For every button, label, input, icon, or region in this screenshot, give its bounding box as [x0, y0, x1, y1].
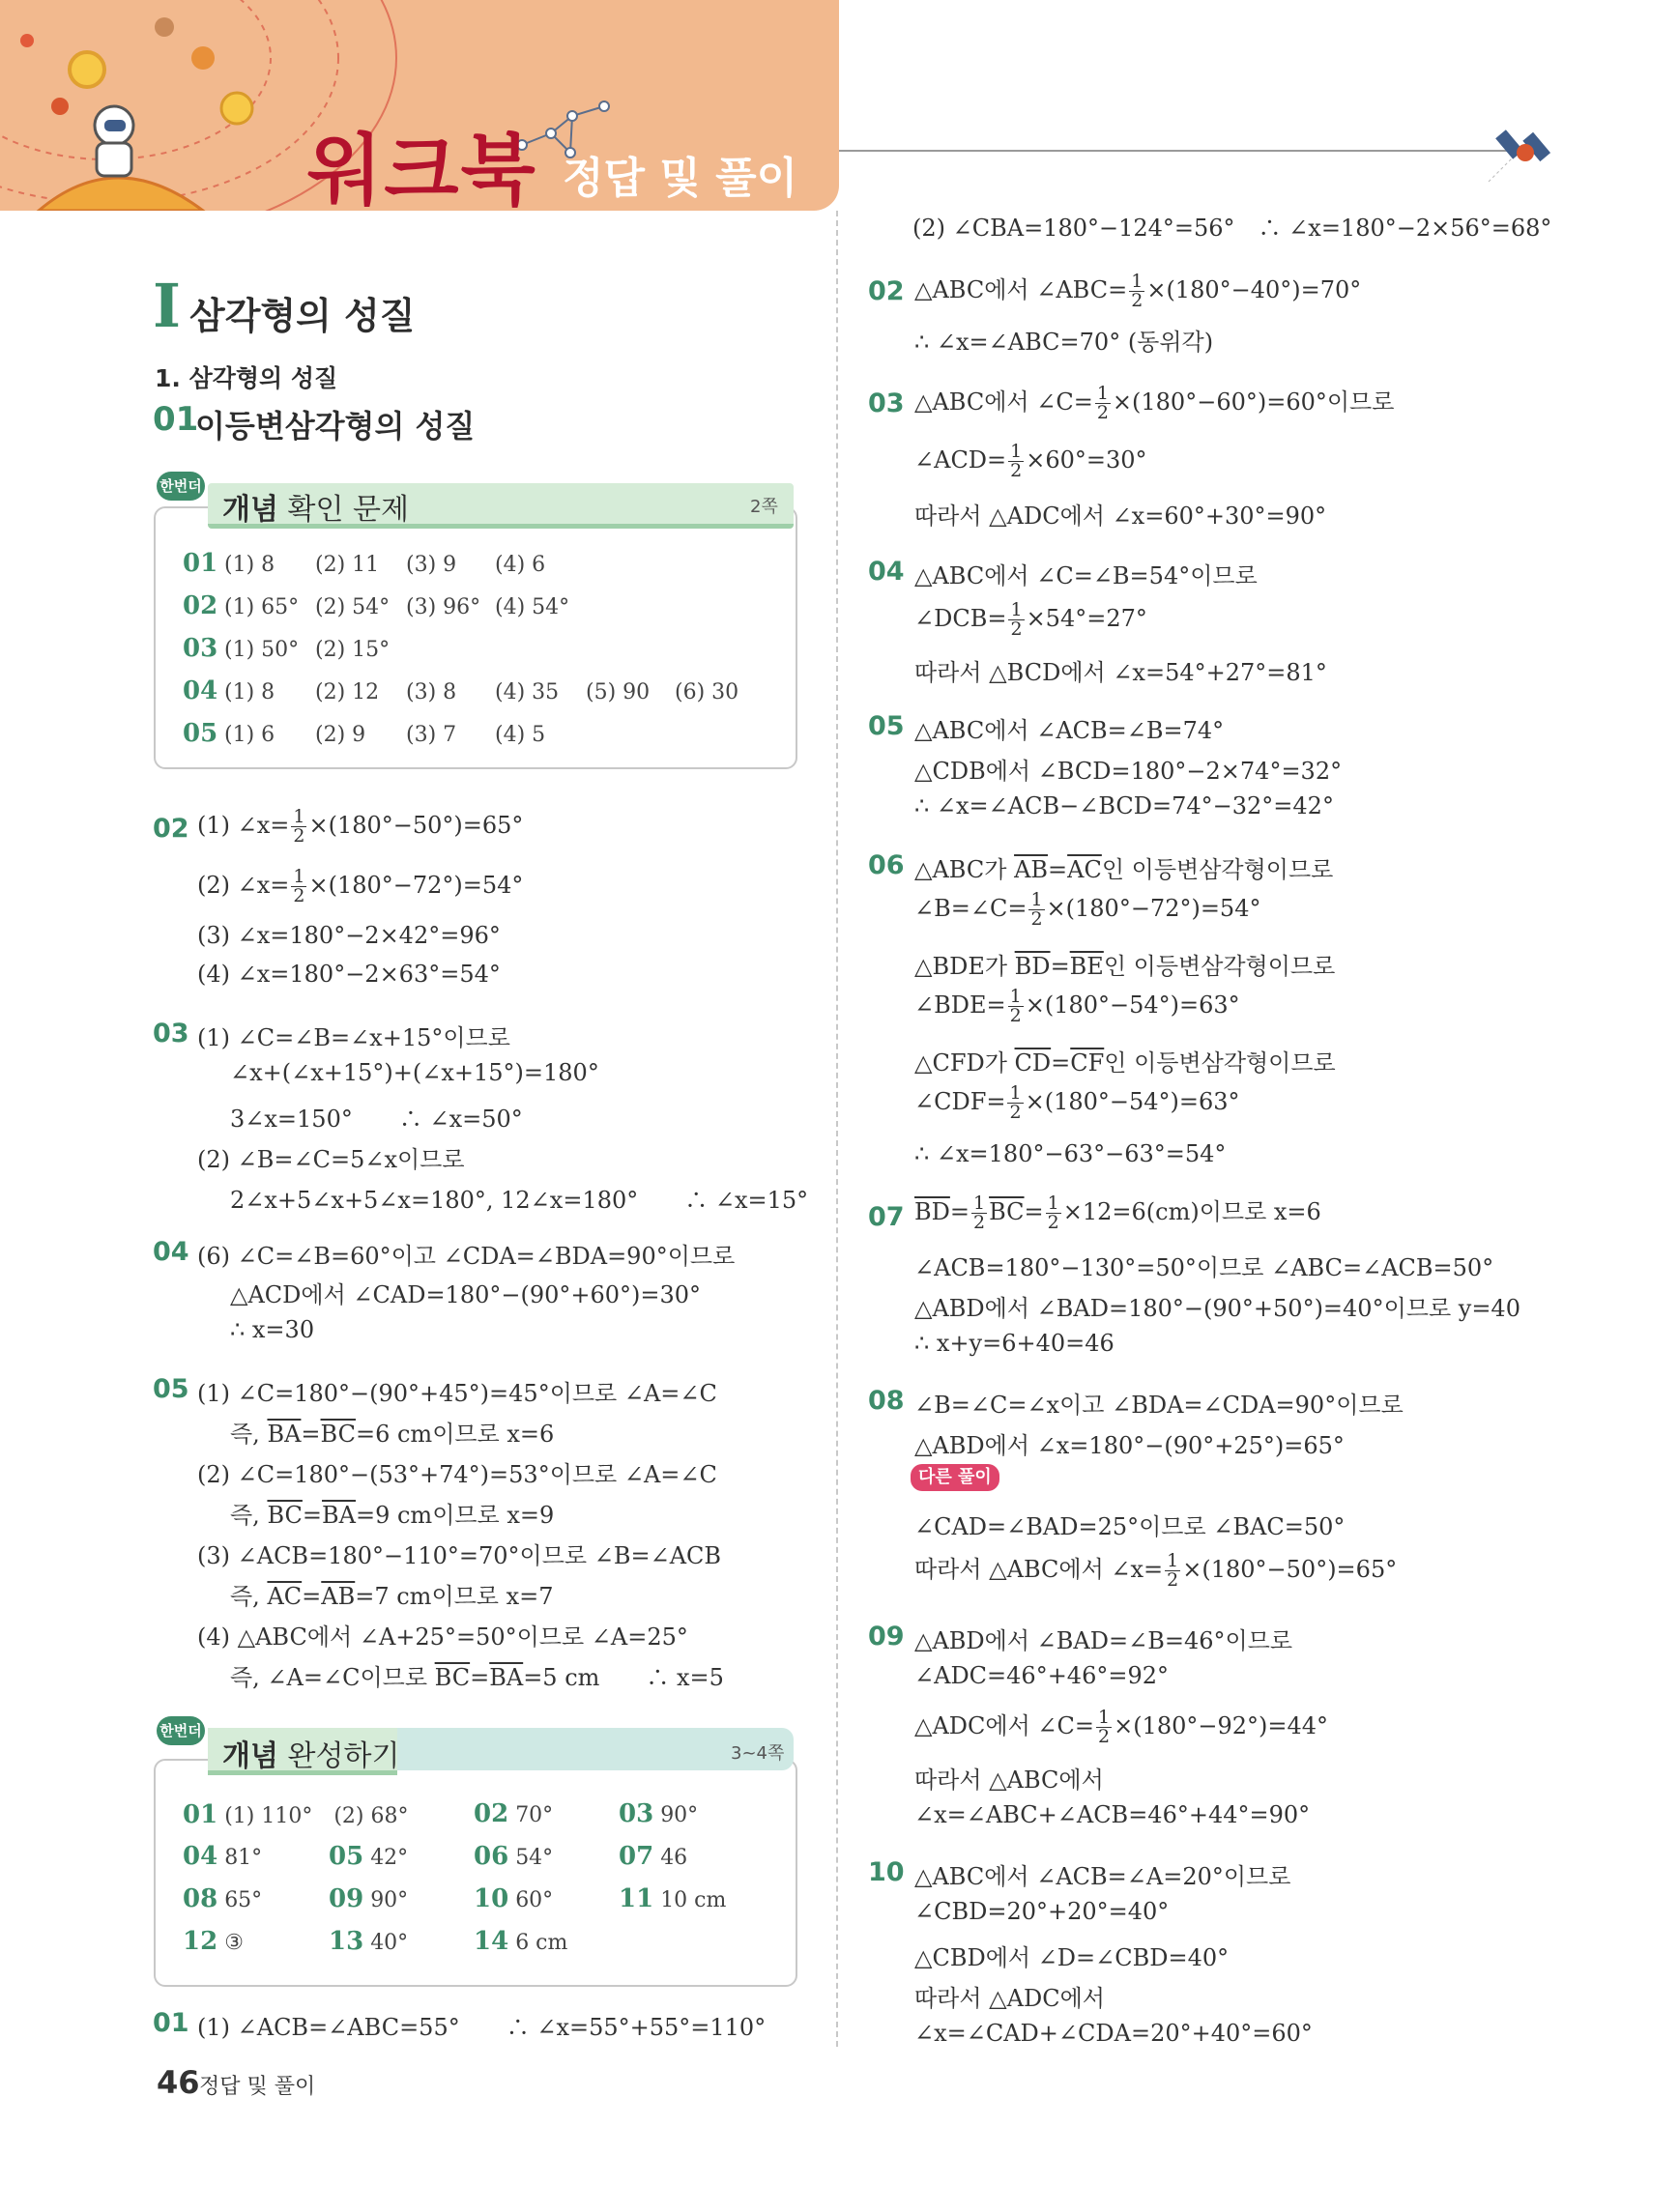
answer-item: (3) 96° — [406, 595, 481, 619]
solution-line: 따라서 △ABC에서 — [914, 1767, 1104, 1794]
answer-item: (2) 15° — [315, 638, 391, 662]
solution-line: (2) ∠B=∠C=5∠x이므로 — [197, 1146, 465, 1173]
answer-cell: 06 54° — [474, 1842, 554, 1871]
solution-line: ∠B=∠C= $\frac{1}{2}$ ×(180°−72°)=54° — [914, 889, 1261, 930]
solution-line: ∠DCB= $\frac{1}{2}$ ×54°=27° — [914, 599, 1147, 640]
solution-line: △ABC에서 ∠C= $\frac{1}{2}$ ×(180°−60°)=60°이므로 — [914, 383, 1395, 423]
solution-line: 즉, $\overline{BC}=\overline{BA}=9$ cm이므로 x=9 — [230, 1502, 555, 1529]
problem-number: 02 — [868, 276, 905, 306]
answer-item: (2) 12 — [315, 680, 380, 704]
planet-icon — [155, 17, 174, 37]
solution-line: △ABD에서 ∠BAD=180°−(90°+50°)=40°이므로 y=40 — [914, 1295, 1520, 1322]
solution-line: (3) ∠ACB=180°−110°=70°이므로 ∠B=∠ACB — [197, 1542, 722, 1569]
solution-line: ∴ ∠x=∠ACB−∠BCD=74°−32°=42° — [914, 792, 1334, 819]
answer-row — [183, 719, 217, 748]
problem-number: 06 — [868, 850, 905, 880]
solution-line: 즉, $\overline{AC}=\overline{AB}=7$ cm이므로 x=7 — [230, 1583, 554, 1610]
concept-check-page: 2쪽 — [750, 497, 778, 517]
answer-item: (4) 6 — [495, 553, 546, 577]
section-title: 1. 삼각형의 성질 — [155, 364, 338, 392]
problem-number: 04 — [868, 557, 905, 587]
answer-row-number: 03 — [183, 634, 218, 663]
solution-line: (1) ∠C=180°−(90°+45°)=45°이므로 ∠A=∠C — [197, 1380, 717, 1407]
answer-item: (3) 7 — [406, 723, 457, 747]
chapter-numeral: I — [153, 271, 182, 341]
solution-line: (4) △ABC에서 ∠A+25°=50°이므로 ∠A=25° — [197, 1623, 688, 1651]
answer-cell: 05 42° — [329, 1842, 409, 1871]
problem-number: 08 — [868, 1386, 905, 1416]
header-rule — [839, 150, 1516, 152]
answer-cell: 02 70° — [474, 1799, 554, 1828]
subsection-title: 이등변삼각형의 성질 — [195, 408, 476, 445]
answer-cell: 10 60° — [474, 1884, 554, 1913]
answer-cell: 01 (1) 110° (2) 68° — [183, 1800, 409, 1829]
problem-number: 02 — [153, 814, 189, 844]
concept-check-title-light: 확인 문제 — [287, 493, 409, 527]
answer-item: (2) 9 — [315, 723, 366, 747]
answer-cell: 08 65° — [183, 1884, 263, 1913]
problem-number: 03 — [153, 1019, 189, 1049]
solution-line: △ADC에서 ∠C= $\frac{1}{2}$ ×(180°−92°)=44° — [914, 1707, 1329, 1747]
answer-cell: 13 40° — [329, 1927, 409, 1956]
problem-number: 07 — [868, 1202, 905, 1232]
solution-line: △BDE가 $\overline{BD}=\overline{BE}$인 이등변삼각형이므로 — [914, 953, 1336, 980]
answer-item: (4) 54° — [495, 595, 570, 619]
solution-line: (1) ∠ACB=∠ABC=55° ∴ ∠x=55°+55°=110° — [197, 2014, 767, 2041]
solution-line: 2∠x+5∠x+5∠x=180°, 12∠x=180° ∴ ∠x=15° — [230, 1187, 809, 1214]
solution-line: ∠CAD=∠BAD=25°이므로 ∠BAC=50° — [914, 1513, 1346, 1540]
solution-line: 따라서 △ABC에서 ∠x= $\frac{1}{2}$ ×(180°−50°)=65° — [914, 1550, 1398, 1591]
moon-surface — [39, 178, 203, 211]
problem-number: 10 — [868, 1857, 905, 1887]
sun-icon — [70, 52, 104, 87]
problem-number: 05 — [868, 711, 905, 741]
solution-line: ∠ACD= $\frac{1}{2}$ ×60°=30° — [914, 441, 1147, 481]
solution-line: ∴ x=30 — [230, 1316, 315, 1343]
solution-line: (1) ∠x= $\frac{1}{2}$ ×(180°−50°)=65° — [197, 806, 524, 847]
answer-item: (3) 8 — [406, 680, 457, 704]
solution-line: 즉, ∠A=∠C이므로 $\overline{BC}=\overline{BA}=5$ cm ∴ x=5 — [230, 1664, 724, 1691]
answer-item: (1) 50° — [224, 638, 300, 662]
answer-item: (1) 6 — [224, 723, 275, 747]
concept-complete-title-bold: 개념 — [222, 1739, 278, 1773]
problem-number: 09 — [868, 1622, 905, 1652]
solution-line: △CBD에서 ∠D=∠CBD=40° — [914, 1944, 1230, 1971]
answer-row — [183, 676, 217, 705]
answer-cell: 07 46 — [619, 1842, 688, 1871]
answer-item: (3) 9 — [406, 553, 457, 577]
concept-complete-title — [222, 1732, 399, 1774]
once-more-badge: 한번더 — [157, 472, 205, 501]
solution-line: △ABC가 $\overline{AB}=\overline{AC}$인 이등변삼각형이므로 — [914, 856, 1334, 883]
astronaut-icon — [95, 106, 133, 176]
solution-line: ∠BDE= $\frac{1}{2}$ ×(180°−54°)=63° — [914, 986, 1240, 1026]
answer-cell: 11 10 cm — [619, 1884, 727, 1913]
solution-line: ∠x=∠CAD+∠CDA=20°+40°=60° — [914, 2020, 1313, 2047]
subsection-number: 01 — [153, 400, 199, 439]
solution-line: $\overline{BD}=$ $\frac{1}{2}$ $\overline{BC}=$ $\frac{1}{2}$ ×12=6(cm)이므로 x=6 — [914, 1192, 1321, 1233]
answer-row — [183, 591, 217, 620]
problem-number: 04 — [153, 1237, 189, 1267]
alternate-solution-tag: 다른 풀이 — [911, 1464, 999, 1491]
solution-line: 따라서 △ADC에서 — [914, 1985, 1105, 2012]
answer-item: (2) 54° — [315, 595, 391, 619]
column-divider — [836, 211, 838, 2047]
solution-line: (2) ∠C=180°−(53°+74°)=53°이므로 ∠A=∠C — [197, 1461, 717, 1488]
answer-item: (4) 5 — [495, 723, 546, 747]
solution-line: △ABD에서 ∠BAD=∠B=46°이므로 — [914, 1627, 1293, 1654]
solution-line: 3∠x=150° ∴ ∠x=50° — [230, 1106, 523, 1133]
solution-line: 따라서 △BCD에서 ∠x=54°+27°=81° — [914, 659, 1327, 686]
answer-cell: 09 90° — [329, 1884, 409, 1913]
solution-line: ∴ x+y=6+40=46 — [914, 1330, 1115, 1357]
answer-row-number: 02 — [183, 591, 218, 620]
solution-line: ∠ADC=46°+46°=92° — [914, 1662, 1169, 1689]
answer-cell: 12 ③ — [183, 1927, 244, 1956]
solution-line: ∠B=∠C=∠x이고 ∠BDA=∠CDA=90°이므로 — [914, 1392, 1404, 1419]
chapter-title: 삼각형의 성질 — [189, 295, 416, 337]
answer-cell: 14 6 cm — [474, 1927, 568, 1956]
problem-number: 03 — [868, 388, 905, 418]
solution-line: △ABC에서 ∠ACB=∠A=20°이므로 — [914, 1863, 1291, 1890]
solution-line: (2) ∠x= $\frac{1}{2}$ ×(180°−72°)=54° — [197, 866, 524, 906]
answer-item: (4) 35 — [495, 680, 560, 704]
answer-item: (6) 30 — [675, 680, 739, 704]
answer-cell: 04 81° — [183, 1842, 263, 1871]
page-number: 46 — [157, 2064, 200, 2101]
problem-number: 05 — [153, 1374, 189, 1404]
answer-row — [183, 549, 217, 578]
solution-line: ∠x+(∠x+15°)+(∠x+15°)=180° — [230, 1059, 599, 1086]
solution-line: ∠x=∠ABC+∠ACB=46°+44°=90° — [914, 1801, 1311, 1828]
solution-line: △CFD가 $\overline{CD}=\overline{CF}$인 이등변삼각형이므로 — [914, 1049, 1336, 1077]
solution-line: △ABD에서 ∠x=180°−(90°+25°)=65° — [914, 1432, 1345, 1459]
solution-line: ∠ACB=180°−130°=50°이므로 ∠ABC=∠ACB=50° — [914, 1254, 1494, 1281]
answer-item: (5) 90 — [586, 680, 651, 704]
solution-line: ∠CBD=20°+20°=40° — [914, 1898, 1170, 1925]
answer-item: (1) 8 — [224, 680, 275, 704]
concept-check-title — [222, 485, 409, 528]
workbook-title: 워크북 — [307, 126, 537, 215]
solution-line: 즉, $\overline{BA}=\overline{BC}=6$ cm이므로 x=6 — [230, 1421, 555, 1448]
answer-item: (1) 8 — [224, 553, 275, 577]
solution-line: △ABC에서 ∠ABC= $\frac{1}{2}$ ×(180°−40°)=70° — [914, 271, 1362, 311]
solution-line: ∴ ∠x=180°−63°−63°=54° — [914, 1140, 1227, 1167]
solution-line: △CDB에서 ∠BCD=180°−2×74°=32° — [914, 758, 1343, 785]
solution-line: (2) ∠CBA=180°−124°=56° ∴ ∠x=180°−2×56°=68° — [912, 215, 1552, 242]
workbook-subtitle: 정답 및 풀이 — [563, 154, 798, 203]
answer-item: (2) 11 — [315, 553, 380, 577]
answer-row-number: 05 — [183, 719, 218, 748]
concept-check-title-bold: 개념 — [222, 493, 278, 527]
answer-row — [183, 634, 217, 663]
solution-line: 따라서 △ADC에서 ∠x=60°+30°=90° — [914, 503, 1327, 530]
solution-line: (4) ∠x=180°−2×63°=54° — [197, 961, 501, 988]
solution-line: △ABC에서 ∠C=∠B=54°이므로 — [914, 562, 1258, 589]
solution-line: (6) ∠C=∠B=60°이고 ∠CDA=∠BDA=90°이므로 — [197, 1243, 736, 1270]
problem-number: 01 — [153, 2008, 189, 2038]
satellite-icon — [1479, 114, 1556, 191]
solution-line: ∴ ∠x=∠ABC=70° (동위각) — [914, 329, 1214, 356]
concept-complete-page: 3~4쪽 — [731, 1743, 785, 1764]
solution-line: △ACD에서 ∠CAD=180°−(90°+60°)=30° — [230, 1281, 702, 1308]
solution-line: (1) ∠C=∠B=∠x+15°이므로 — [197, 1024, 510, 1051]
footer-label: 정답 및 풀이 — [199, 2075, 316, 2099]
solution-line: △ABC에서 ∠ACB=∠B=74° — [914, 717, 1225, 744]
solution-line: ∠CDF= $\frac{1}{2}$ ×(180°−54°)=63° — [914, 1082, 1240, 1123]
concept-complete-title-light: 완성하기 — [287, 1739, 400, 1773]
once-more-badge: 한번더 — [157, 1716, 205, 1745]
solution-line: (3) ∠x=180°−2×42°=96° — [197, 922, 501, 949]
answer-row-number: 04 — [183, 676, 218, 705]
answer-item: (1) 65° — [224, 595, 300, 619]
answer-row-number: 01 — [183, 549, 218, 578]
answer-cell: 03 90° — [619, 1799, 699, 1828]
